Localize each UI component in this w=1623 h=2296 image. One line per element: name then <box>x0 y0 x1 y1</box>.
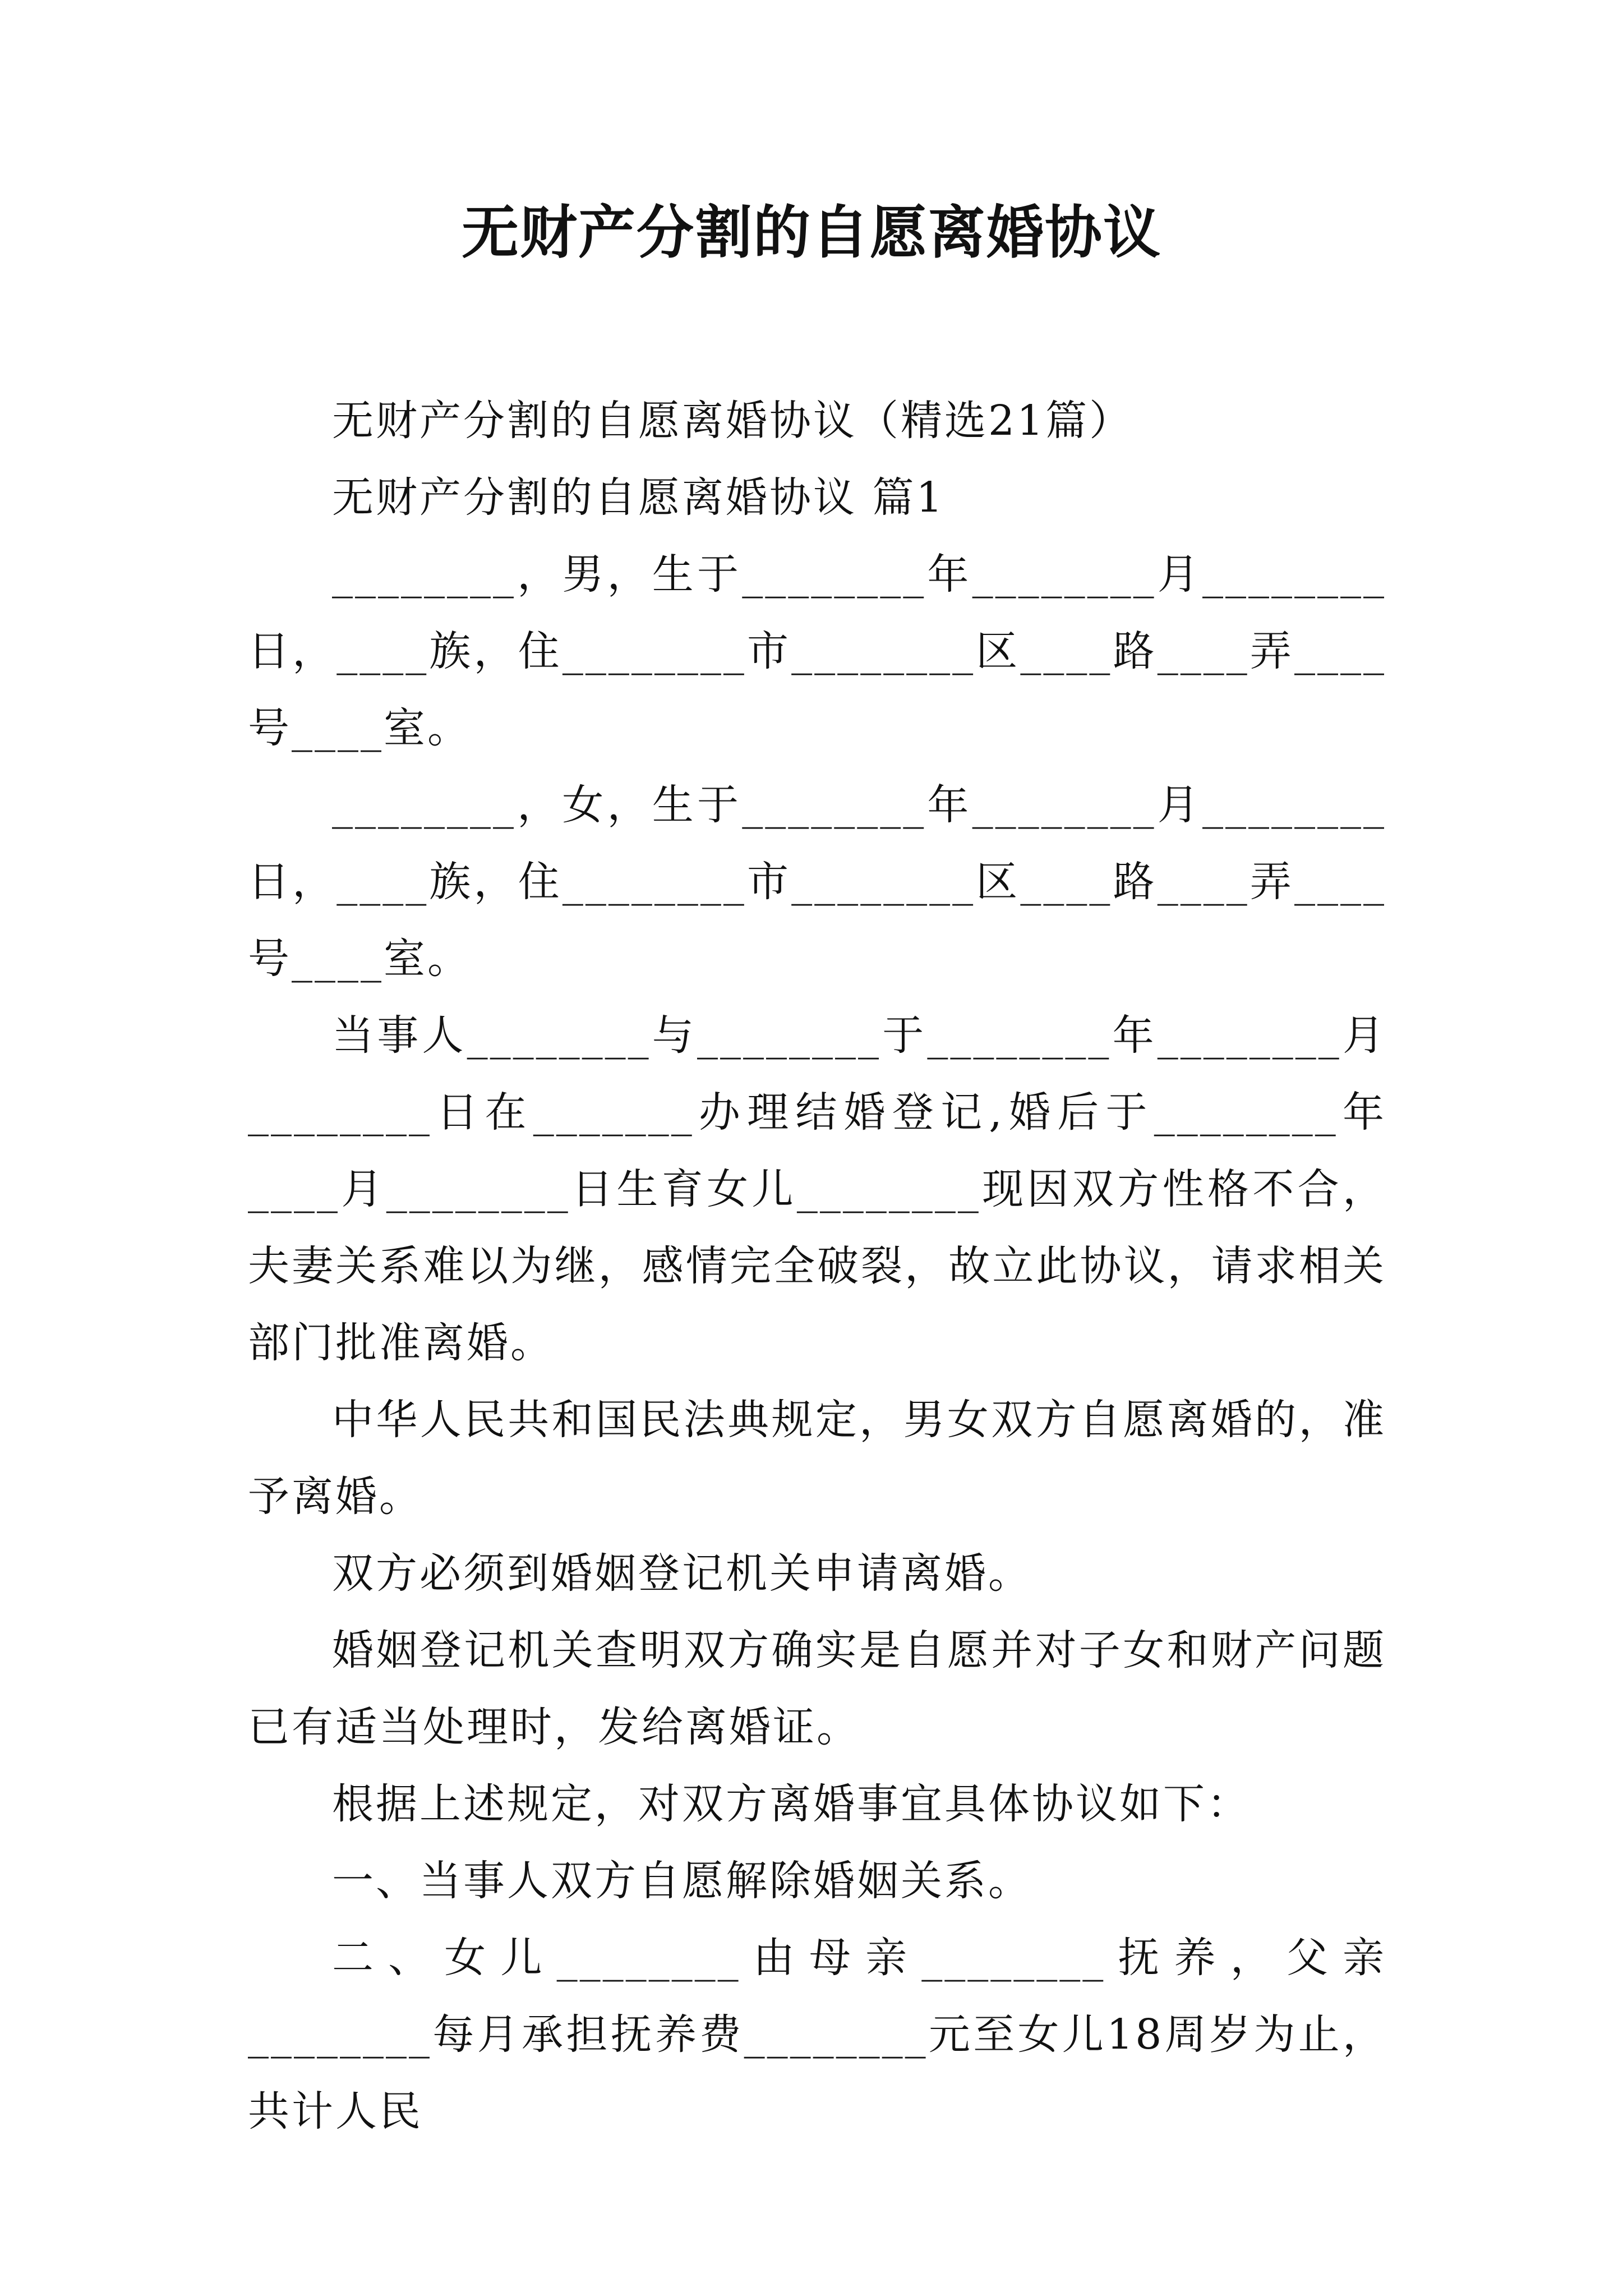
clause-1-paragraph: 一、当事人双方自愿解除婚姻关系。 <box>332 1857 1032 1905</box>
application-paragraph: 双方必须到婚姻登记机关申请离婚。 <box>332 1549 1032 1598</box>
party-male-paragraph: ________，男，生于________年________月________日，____族，住________市________区____路____弄____号____室。 <box>248 550 1386 752</box>
document-title: 无财产分割的自愿离婚协议 <box>462 199 1161 266</box>
clause-2-paragraph: 二、女儿________由母亲________抚养，父亲________每月承担抚养费________元至女儿18周岁为止，共计人民 <box>248 1934 1386 2136</box>
agreement-intro-paragraph: 根据上述规定，对双方离婚事宜具体协议如下： <box>332 1780 1251 1828</box>
subtitle-paragraph: 无财产分割的自愿离婚协议（精选21篇） <box>332 397 1133 445</box>
civil-code-paragraph: 中华人民共和国民法典规定，男女双方自愿离婚的，准予离婚。 <box>248 1396 1386 1521</box>
registration-paragraph: 婚姻登记机关查明双方确实是自愿并对子女和财产问题已有适当处理时，发给离婚证。 <box>248 1626 1386 1751</box>
section-heading: 无财产分割的自愿离婚协议 篇1 <box>332 473 945 522</box>
marriage-background-paragraph: 当事人________与________于________年________月________日在_______办理结婚登记,婚后于________年____月________日生育女儿________现因双方性格不合，夫妻关系难以为继，感情完全破裂，故立此协议，请求相关部门批准离婚。 <box>248 1011 1386 1367</box>
document-body <box>248 383 1386 2150</box>
party-female-paragraph: ________，女，生于________年________月________日，____族，住________市________区____路____弄____号____室。 <box>248 781 1386 983</box>
